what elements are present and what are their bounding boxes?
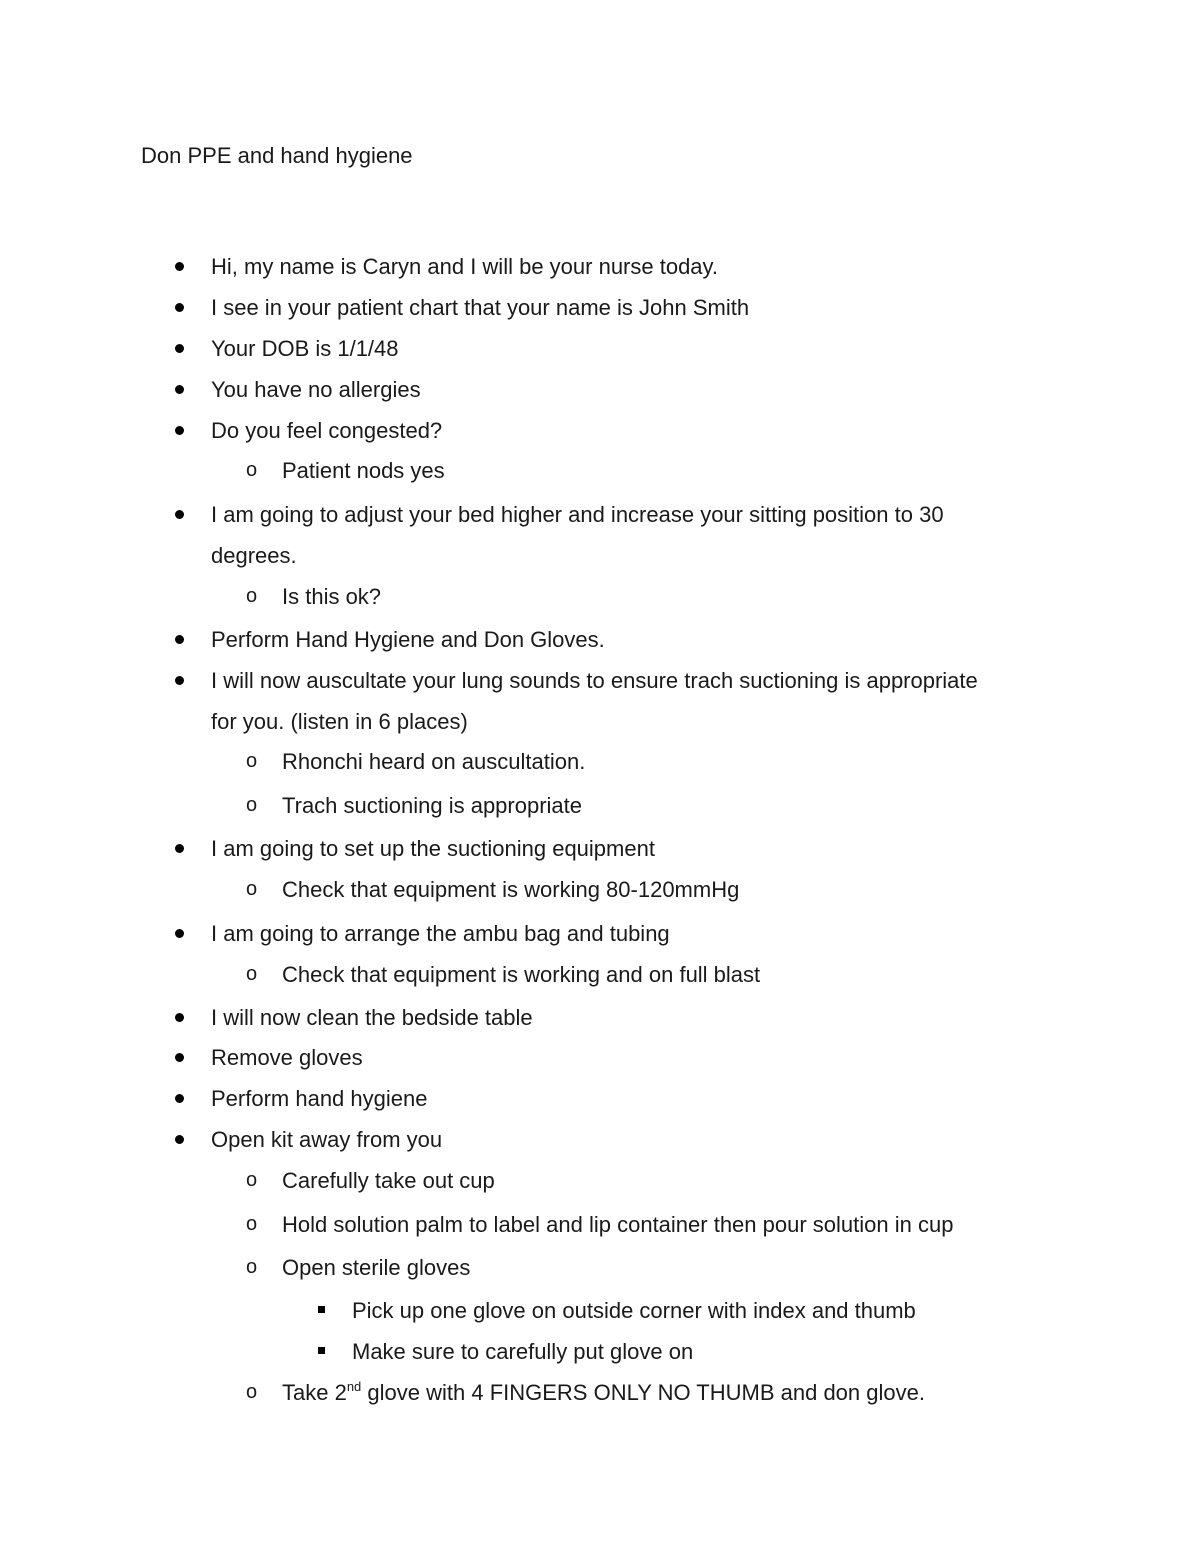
list-item-text: I am going to set up the suctioning equipment: [211, 836, 655, 861]
list-item: [211, 246, 718, 287]
bullet-dot-icon: [175, 676, 184, 685]
bullet-dot-icon: [175, 426, 184, 435]
sub-list-item: [246, 576, 382, 617]
bullet-square-icon: [318, 1347, 325, 1354]
bullet-dot-icon: [175, 929, 184, 938]
list-item-text: Perform Hand Hygiene and Don Gloves.: [211, 627, 605, 652]
list-item-text: Patient nods yes: [282, 458, 445, 483]
bullet-dot-icon: [175, 385, 184, 394]
bullet-circle-icon: o: [246, 585, 258, 607]
list-item: [211, 494, 944, 535]
list-item-text: degrees.: [211, 543, 297, 568]
list-item-continuation: [211, 535, 297, 576]
sub-list-item: [246, 1204, 954, 1245]
bullet-dot-icon: [175, 303, 184, 312]
sub-list-item: [246, 1372, 925, 1416]
list-item: [211, 1078, 427, 1119]
bullet-circle-icon: o: [246, 878, 258, 900]
list-item-text: I am going to adjust your bed higher and increase your sitting position to 30: [211, 502, 944, 527]
list-item-text: Carefully take out cup: [282, 1168, 495, 1193]
bullet-dot-icon: [175, 1053, 184, 1062]
sub-list-item: [246, 741, 586, 782]
list-item: [211, 369, 421, 410]
bullet-circle-icon: o: [246, 963, 258, 985]
sub-list-item: [246, 450, 445, 491]
list-item: [211, 328, 399, 369]
list-item: [211, 1119, 442, 1160]
sub-sub-list-item: [352, 1290, 916, 1331]
list-item: [211, 410, 442, 451]
page-title: Don PPE and hand hygiene: [141, 143, 413, 168]
bullet-circle-icon: o: [246, 794, 258, 816]
bullet-dot-icon: [175, 1135, 184, 1144]
list-item: [211, 997, 533, 1038]
list-item-text: Perform hand hygiene: [211, 1086, 428, 1111]
list-item-text: Open kit away from you: [211, 1127, 443, 1152]
bullet-dot-icon: [175, 635, 184, 644]
bullet-circle-icon: o: [246, 1213, 258, 1235]
list-item-text: I will now clean the bedside table: [211, 1005, 533, 1030]
list-item-text: Hi, my name is Caryn and I will be your nurse today.: [211, 254, 719, 279]
bullet-circle-icon: o: [246, 1381, 258, 1403]
list-item-text: I will now auscultate your lung sounds to ensure trach suctioning is appropriate: [211, 668, 978, 693]
bullet-dot-icon: [175, 844, 184, 853]
list-item-text: Check that equipment is working and on full blast: [282, 962, 761, 987]
list-item-text: Open sterile gloves: [282, 1255, 471, 1280]
list-item-text: Trach suctioning is appropriate: [282, 793, 583, 818]
list-item: [211, 660, 978, 701]
list-item-text: for you. (listen in 6 places): [211, 709, 468, 734]
list-item-text: Do you feel congested?: [211, 418, 443, 443]
sub-list-item: [246, 954, 761, 995]
list-item-text: Hold solution palm to label and lip container then pour solution in cup: [282, 1212, 954, 1237]
sub-sub-list-item: [352, 1331, 693, 1372]
list-item-text: Pick up one glove on outside corner with index and thumb: [352, 1298, 916, 1323]
bullet-dot-icon: [175, 1094, 184, 1103]
list-item-text: I see in your patient chart that your name is John Smith: [211, 295, 750, 320]
list-item-text: I am going to arrange the ambu bag and tubing: [211, 921, 670, 946]
list-item-text: You have no allergies: [211, 377, 421, 402]
list-item-text: Remove gloves: [211, 1045, 363, 1070]
bullet-dot-icon: [175, 510, 184, 519]
bullet-circle-icon: o: [246, 459, 258, 481]
list-item-text: Make sure to carefully put glove on: [352, 1339, 694, 1364]
list-item-continuation: [211, 701, 468, 742]
bullet-dot-icon: [175, 344, 184, 353]
list-item: [211, 913, 670, 954]
list-item-text: Check that equipment is working 80-120mmHg: [282, 877, 740, 902]
sub-list-item: [246, 869, 740, 910]
sub-list-item: [246, 785, 583, 826]
list-item: [211, 619, 605, 660]
sub-list-item: [246, 1247, 471, 1288]
list-item: [211, 828, 655, 869]
list-item-text: Your DOB is 1/1/48: [211, 336, 399, 361]
bullet-square-icon: [318, 1306, 325, 1313]
list-item: [211, 287, 749, 328]
list-item-text: Rhonchi heard on auscultation.: [282, 749, 586, 774]
bullet-circle-icon: o: [246, 750, 258, 772]
bullet-circle-icon: o: [246, 1256, 258, 1278]
sub-list-item: [246, 1160, 495, 1201]
list-item: [211, 1037, 363, 1078]
bullet-dot-icon: [175, 262, 184, 271]
list-item-text: Is this ok?: [282, 584, 382, 609]
bullet-circle-icon: o: [246, 1169, 258, 1191]
superscript: nd: [346, 1379, 362, 1394]
bullet-dot-icon: [175, 1013, 184, 1022]
list-item-text: Take 2nd glove with 4 FINGERS ONLY NO THUMB and don glove.: [282, 1379, 925, 1405]
